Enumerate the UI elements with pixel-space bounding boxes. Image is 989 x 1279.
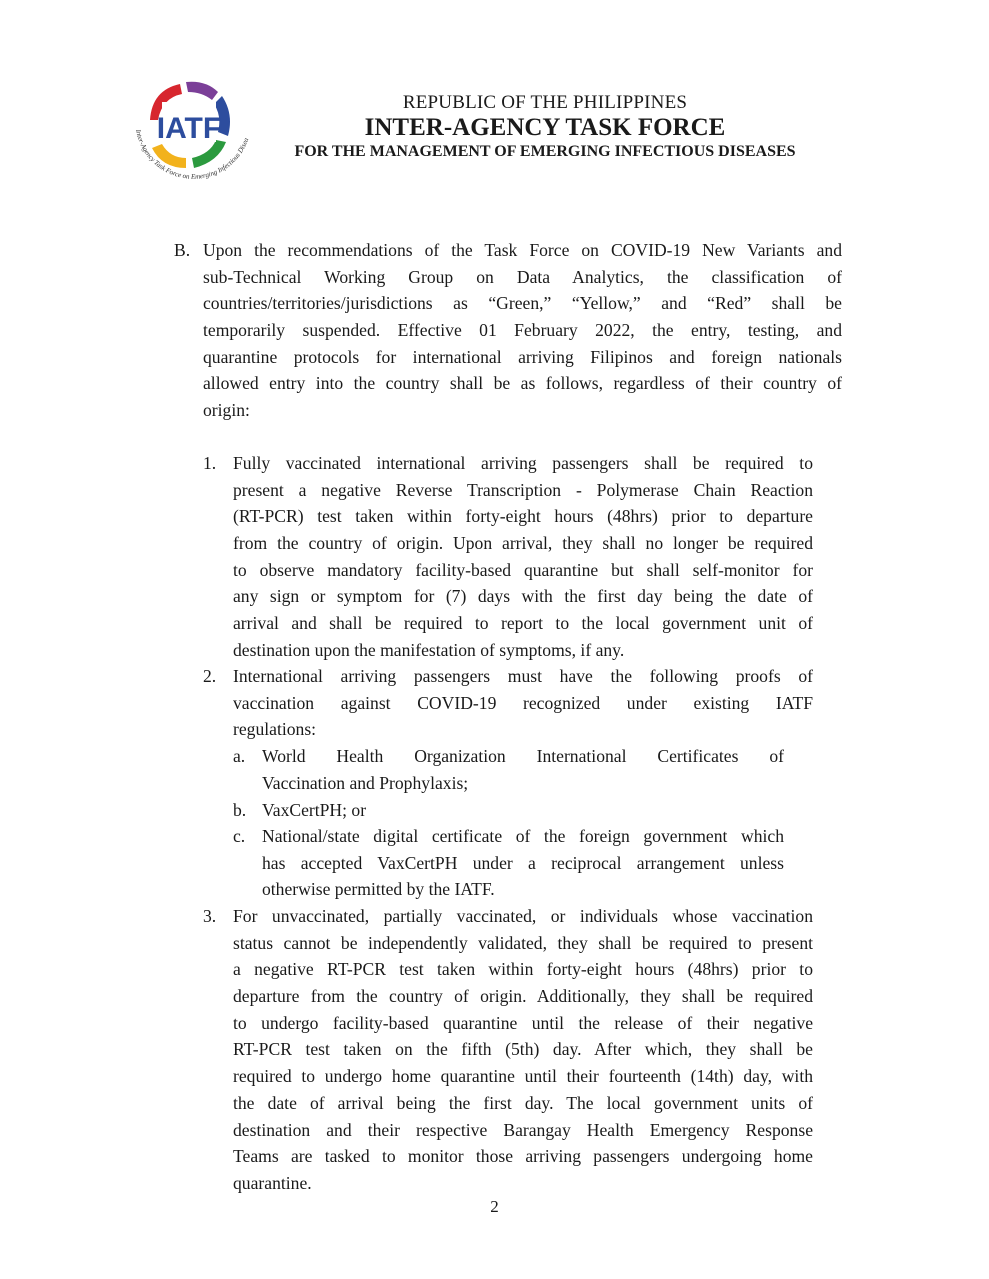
paragraph-line: has accepted VaxCertPH under a reciprocal arrangement unless <box>262 852 784 873</box>
item-2-paragraph <box>233 663 813 743</box>
paragraph-line: countries/territories/jurisdictions as “Green,” “Yellow,” and “Red” shall be <box>203 293 842 314</box>
item-2b-paragraph <box>262 797 784 824</box>
paragraph-line: quarantine protocols for international arriving Filipinos and foreign nationals <box>203 346 842 367</box>
item-2a-paragraph <box>262 743 784 796</box>
header-subtitle: FOR THE MANAGEMENT OF EMERGING INFECTIOUS DISEASES <box>294 143 796 160</box>
paragraph-line: vaccination against COVID-19 recognized under existing IATF <box>233 692 813 713</box>
item-2c-paragraph <box>262 823 784 903</box>
paragraph-line: Teams are tasked to monitor those arriving passengers undergoing home <box>233 1146 813 1167</box>
paragraph-line: International arriving passengers must have the following proofs of <box>233 666 813 686</box>
paragraph-line: destination and their respective Barangay Health Emergency Response <box>233 1119 813 1140</box>
section-b-paragraph <box>203 237 842 424</box>
header-republic: REPUBLIC OF THE PHILIPPINES <box>402 92 688 113</box>
paragraph-line: RT-PCR test taken on the fifth (5th) day. After which, they shall be <box>233 1039 813 1060</box>
paragraph-line: (RT-PCR) test taken within forty-eight hours (48hrs) prior to departure <box>233 506 813 527</box>
item-2a-marker: a. <box>233 746 246 766</box>
paragraph-line: sub-Technical Working Group on Data Analytics, the classification of <box>203 266 842 287</box>
logo-text: IATF <box>156 112 222 145</box>
paragraph-line: World Health Organization International Certificates of <box>262 746 784 766</box>
item-3-marker: 3. <box>203 906 217 926</box>
paragraph-line: Upon the recommendations of the Task Force on COVID-19 New Variants and <box>203 240 842 260</box>
paragraph-line: arrival and shall be required to report to the local government unit of <box>233 613 813 634</box>
item-2-marker: 2. <box>203 666 217 686</box>
paragraph-line: otherwise permitted by the IATF. <box>262 879 495 900</box>
paragraph-line: any sign or symptom for (7) days with the first day being the date of <box>233 586 813 607</box>
paragraph-line: required to undergo home quarantine until their fourteenth (14th) day, with <box>233 1066 813 1087</box>
paragraph-line: regulations: <box>233 719 317 740</box>
paragraph-line: departure from the country of origin. Additionally, they shall be required <box>233 986 813 1007</box>
paragraph-line: present a negative Reverse Transcription - Polymerase Chain Reaction <box>233 479 813 500</box>
paragraph-line: National/state digital certificate of the foreign government which <box>262 826 784 846</box>
paragraph-line: to undergo facility-based quarantine until the release of their negative <box>233 1012 813 1033</box>
paragraph-line: status cannot be independently validated, they shall be required to present <box>233 932 813 953</box>
logo-ring-text: Inter-Agency Task Force on Emerging Infectious Disea <box>134 128 251 181</box>
item-2b-marker: b. <box>233 800 247 820</box>
item-2c-marker: c. <box>233 826 246 846</box>
item-1-marker: 1. <box>203 453 217 473</box>
paragraph-line: temporarily suspended. Effective 01 February 2022, the entry, testing, and <box>203 320 842 341</box>
paragraph-line: destination upon the manifestation of symptoms, if any. <box>233 639 625 660</box>
paragraph-line: Fully vaccinated international arriving passengers shall be required to <box>233 453 813 473</box>
section-b-marker: B. <box>174 240 191 260</box>
paragraph-line: from the country of origin. Upon arrival, they shall no longer be required <box>233 533 813 554</box>
item-1-paragraph <box>233 450 813 664</box>
paragraph-line: the date of arrival being the first day. The local government units of <box>233 1092 813 1113</box>
page-number: 2 <box>490 1197 499 1216</box>
paragraph-line: Vaccination and Prophylaxis; <box>262 772 469 793</box>
paragraph-line: a negative RT-PCR test taken within forty-eight hours (48hrs) prior to <box>233 959 813 980</box>
paragraph-line: to observe mandatory facility-based quarantine but shall self-monitor for <box>233 559 813 580</box>
paragraph-line: For unvaccinated, partially vaccinated, or individuals whose vaccination <box>233 906 813 926</box>
logo-arc-purple <box>186 82 218 100</box>
header-title: INTER-AGENCY TASK FORCE <box>364 114 726 141</box>
iatf-logo <box>122 70 257 195</box>
item-3-paragraph <box>233 903 813 1197</box>
paragraph-line: quarantine. <box>233 1172 312 1193</box>
paragraph-line: origin: <box>203 400 250 421</box>
paragraph-line: allowed entry into the country shall be as follows, regardless of their country of <box>203 373 842 394</box>
paragraph-line: VaxCertPH; or <box>262 800 367 820</box>
